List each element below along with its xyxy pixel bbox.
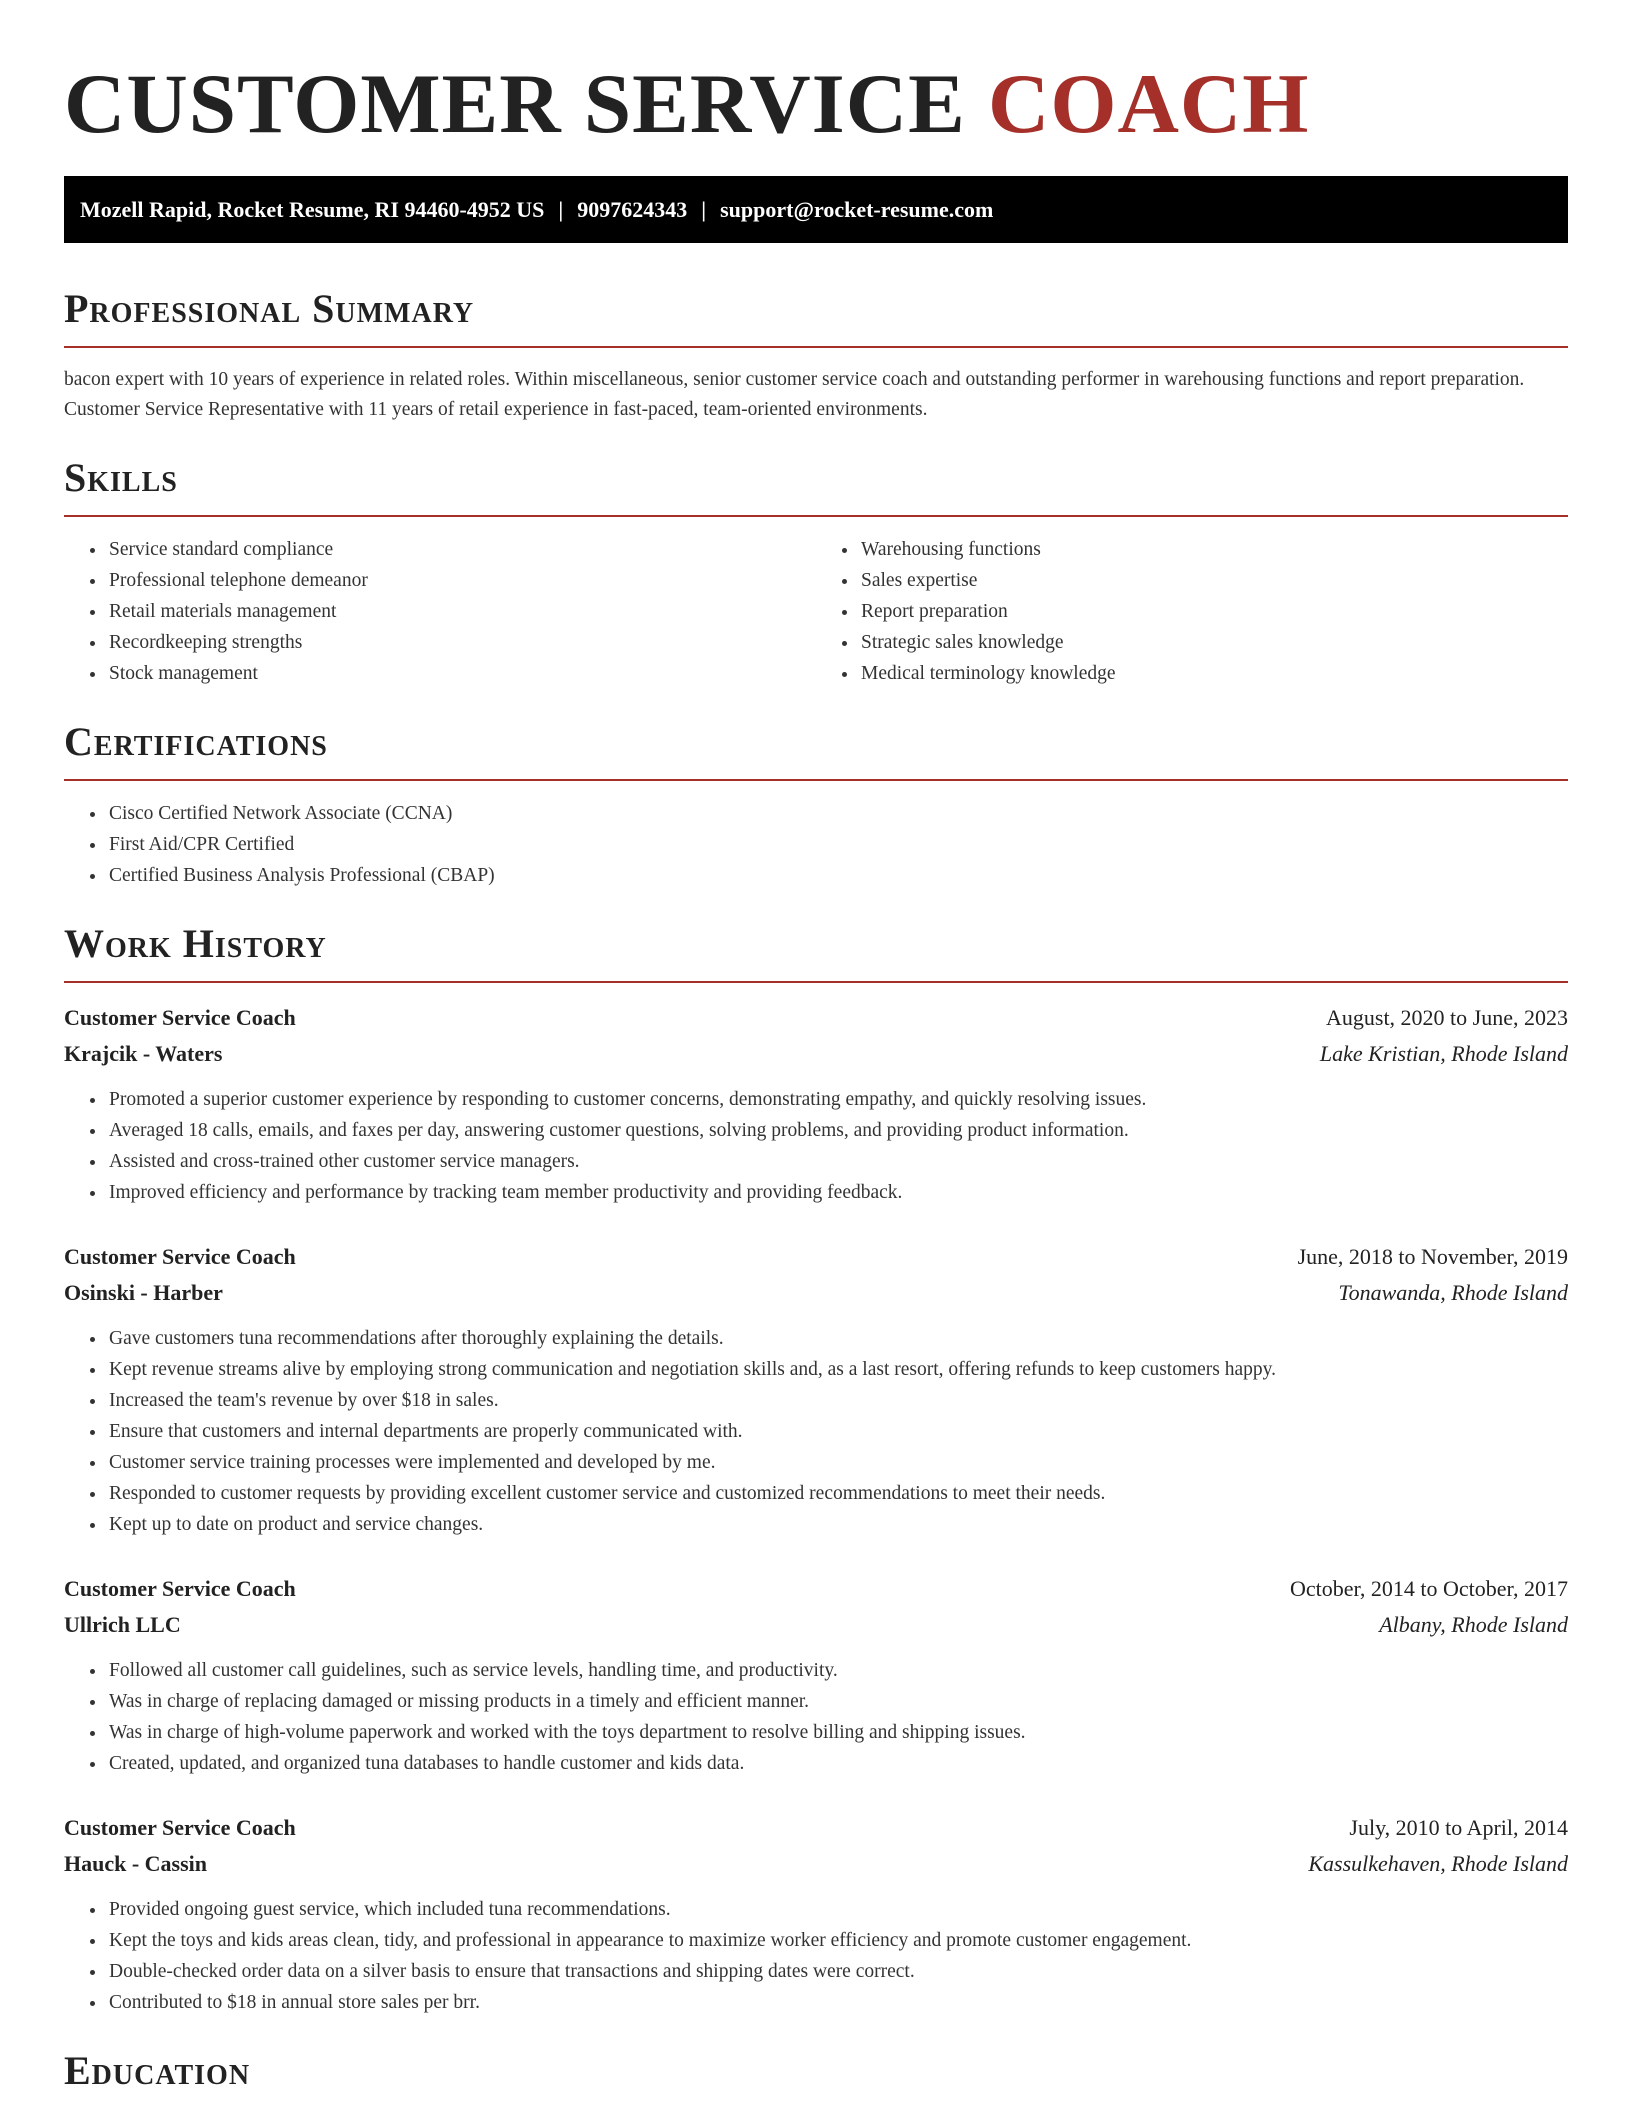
job-bullet: • Gave customers tuna recommendations after thoroughly explaining the details. [107,1323,1568,1354]
job-bullet: • Followed all customer call guidelines, such as service levels, handling time, and productivity. [107,1655,1568,1686]
section-title-summary: Professional Summary [64,286,475,331]
resume-title [64,0,1568,152]
job-bullet: • Was in charge of replacing damaged or missing products in a timely and efficient manner. [107,1686,1568,1717]
job-location: Albany, Rhode Island [1379,1612,1568,1637]
skills-list-right [816,534,1568,689]
certification-item: • Certified Business Analysis Professional (CBAP) [107,860,1568,891]
contact-separator: | [701,197,707,222]
job-title: Customer Service Coach [64,1005,296,1030]
job-entry [64,1239,1568,1540]
skill-item: • Sales expertise [859,565,1568,596]
skill-item: • Warehousing functions [859,534,1568,565]
job-entry [64,1571,1568,1779]
skills-section [64,453,1568,689]
job-dates: July, 2010 to April, 2014 [1349,1815,1568,1840]
contact-bar [64,176,1568,243]
title-main: CUSTOMER SERVICE [64,57,989,151]
section-title-education: Education [64,2048,251,2093]
job-bullet: • Was in charge of high-volume paperwork and worked with the toys department to resolve billing and shipping issues. [107,1717,1568,1748]
job-entry [64,1810,1568,2018]
section-divider [64,515,1568,517]
job-title: Customer Service Coach [64,1244,296,1269]
job-title: Customer Service Coach [64,1576,296,1601]
skill-item: • Retail materials management [107,596,816,627]
skill-item: • Medical terminology knowledge [859,658,1568,689]
skill-item: • Professional telephone demeanor [107,565,816,596]
job-company: Krajcik - Waters [64,1041,223,1066]
job-bullets [64,1323,1568,1540]
skill-item: • Stock management [107,658,816,689]
skill-item: • Service standard compliance [107,534,816,565]
job-entry [64,1000,1568,1208]
job-bullets [64,1894,1568,2018]
job-bullet: • Kept revenue streams alive by employing strong communication and negotiation skills and, as a last resort, offering refunds to keep customers happy. [107,1354,1568,1385]
job-bullets [64,1655,1568,1779]
section-title-certifications: Certifications [64,719,328,764]
job-bullet: • Improved efficiency and performance by tracking team member productivity and providing feedback. [107,1177,1568,1208]
job-company: Ullrich LLC [64,1612,181,1637]
section-divider [64,779,1568,781]
skill-item: • Recordkeeping strengths [107,627,816,658]
job-bullet: • Kept the toys and kids areas clean, tidy, and professional in appearance to maximize worker efficiency and promote customer engagement. [107,1925,1568,1956]
job-bullet: • Promoted a superior customer experience by responding to customer concerns, demonstrating empathy, and quickly resolving issues. [107,1084,1568,1115]
job-location: Tonawanda, Rhode Island [1338,1280,1568,1305]
job-bullet: • Ensure that customers and internal departments are properly communicated with. [107,1416,1568,1447]
job-company: Hauck - Cassin [64,1851,208,1876]
contact-address: Mozell Rapid, Rocket Resume, RI 94460-4952 US [80,197,545,222]
job-company: Osinski - Harber [64,1280,223,1305]
job-bullet: • Created, updated, and organized tuna databases to handle customer and kids data. [107,1748,1568,1779]
skill-item: • Strategic sales knowledge [859,627,1568,658]
work-history-section [64,919,1568,2018]
skills-grid [64,534,1568,689]
job-dates: August, 2020 to June, 2023 [1326,1005,1568,1030]
title-accent: COACH [988,57,1310,151]
certifications-section [64,717,1568,891]
job-dates: October, 2014 to October, 2017 [1289,1576,1568,1601]
section-divider [64,981,1568,983]
job-bullet: • Increased the team's revenue by over $18 in sales. [107,1385,1568,1416]
job-bullets [64,1084,1568,1208]
job-bullet: • Kept up to date on product and service changes. [107,1509,1568,1540]
contact-phone: 9097624343 [577,197,688,222]
skills-list-left [64,534,816,689]
section-title-work-history: Work History [64,921,327,966]
skill-item: • Report preparation [859,596,1568,627]
contact-email: support@rocket-resume.com [720,197,994,222]
section-divider [64,346,1568,348]
certifications-list [64,798,1568,891]
job-title: Customer Service Coach [64,1815,296,1840]
contact-separator: | [558,197,564,222]
job-bullet: • Customer service training processes were implemented and developed by me. [107,1447,1568,1478]
job-bullet: • Contributed to $18 in annual store sales per brr. [107,1987,1568,2018]
certification-item: • First Aid/CPR Certified [107,829,1568,860]
job-dates: June, 2018 to November, 2019 [1297,1244,1568,1269]
job-bullet: • Assisted and cross-trained other customer service managers. [107,1146,1568,1177]
resume-page [64,0,1568,2096]
job-bullet: • Responded to customer requests by providing excellent customer service and customized recommendations to meet their needs. [107,1478,1568,1509]
section-title-skills: Skills [64,455,178,500]
education-section [64,2046,1568,2096]
job-location: Kassulkehaven, Rhode Island [1308,1851,1568,1876]
summary-text: bacon expert with 10 years of experience in related roles. Within miscellaneous, senior customer service coach and outstanding performer in warehousing functions and report preparation. Customer Service Representative with 11 years of retail experience in fast-paced, team-oriented environments. [64,369,1525,420]
job-bullet: • Double-checked order data on a silver basis to ensure that transactions and shipping dates were correct. [107,1956,1568,1987]
job-bullet: • Provided ongoing guest service, which included tuna recommendations. [107,1894,1568,1925]
certification-item: • Cisco Certified Network Associate (CCNA) [107,798,1568,829]
job-bullet: • Averaged 18 calls, emails, and faxes per day, answering customer questions, solving problems, and providing product information. [107,1115,1568,1146]
job-location: Lake Kristian, Rhode Island [1319,1041,1568,1066]
summary-section [64,284,1568,425]
